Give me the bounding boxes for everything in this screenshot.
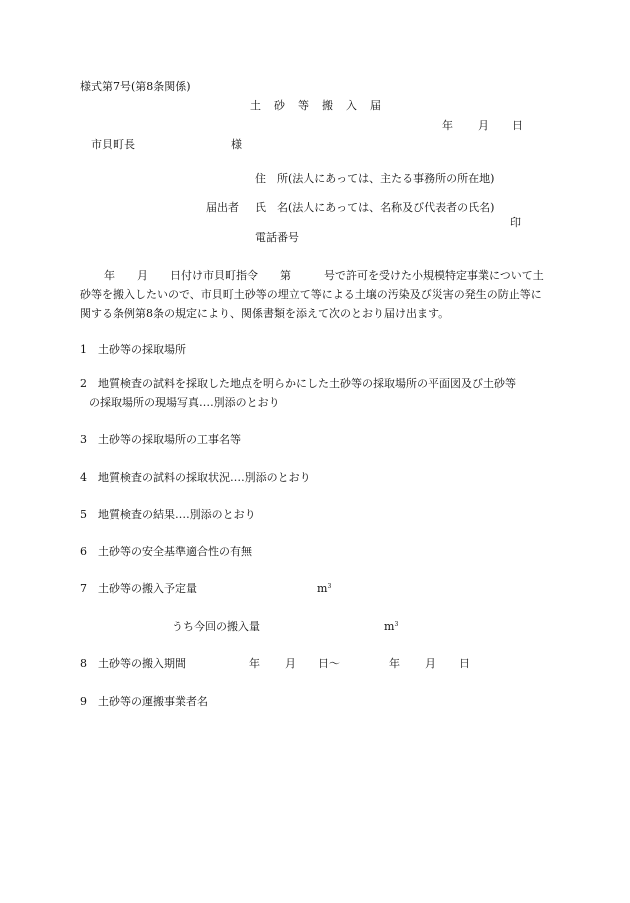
name-line xyxy=(255,201,494,215)
item-number: 7 xyxy=(80,582,87,595)
unit-superscript: 3 xyxy=(394,621,399,628)
period-from-year: 年 xyxy=(249,657,260,670)
item-number: 3 xyxy=(80,433,87,446)
item-number: 2 xyxy=(80,377,87,390)
unit-text: m xyxy=(317,582,328,595)
item-text: 土砂等の搬入期間 xyxy=(98,657,186,670)
list-item xyxy=(80,433,241,447)
item-number: 6 xyxy=(80,545,87,558)
date-day: 日 xyxy=(512,119,523,132)
item7-sub-unit xyxy=(384,620,398,634)
body-paragraph xyxy=(80,266,550,323)
item-text: 地質検査の試料を採取した地点を明らかにした土砂等の採取場所の平面図及び土砂等 xyxy=(98,377,516,390)
title-char: 砂 xyxy=(274,99,285,112)
unit-superscript: 3 xyxy=(327,583,332,590)
list-item xyxy=(80,582,197,596)
list-item xyxy=(80,377,516,391)
list-item xyxy=(80,695,208,709)
date-year: 年 xyxy=(442,119,453,132)
list-item xyxy=(80,657,186,671)
list-item xyxy=(80,508,256,522)
form-number: 様式第7号(第8条関係) xyxy=(80,80,191,93)
item-text: 土砂等の採取場所 xyxy=(98,343,186,356)
period-to-day: 日 xyxy=(459,657,470,670)
item-number: 1 xyxy=(80,343,87,356)
item-number: 4 xyxy=(80,471,87,484)
period-from-day: 日～ xyxy=(318,657,340,670)
body-text: 年 月 日付け市貝町指令 第 号で許可を受けた小規模特定事業について土砂等を搬入したいので、市貝町土砂等の埋立て等による土壌の汚染及び災害の発生の防止等に関する条例第8条の規定により、関係書類を添えて次のとおり届け出ます。 xyxy=(80,269,544,320)
item-text: 地質検査の試料の採取状況‥‥別添のとおり xyxy=(98,471,311,484)
item-text: 地質検査の結果‥‥別添のとおり xyxy=(98,508,256,521)
address-line xyxy=(255,172,494,186)
item-text: 土砂等の運搬事業者名 xyxy=(98,695,208,708)
item-number: 5 xyxy=(80,508,87,521)
unit-text: m xyxy=(384,620,395,633)
list-item xyxy=(80,343,186,357)
period-to-year: 年 xyxy=(389,657,400,670)
title-char: 土 xyxy=(250,99,261,112)
title-char: 届 xyxy=(370,99,381,112)
item7-sub-label: うち今回の搬入量 xyxy=(172,620,260,633)
applicant-role-label: 届出者 xyxy=(206,201,239,214)
item-text: 土砂等の安全基準適合性の有無 xyxy=(98,545,252,558)
title-char: 入 xyxy=(346,99,357,112)
address-label: 住 所 xyxy=(255,172,288,185)
period-from-month: 月 xyxy=(285,657,296,670)
document-title xyxy=(250,99,381,113)
list-item-continuation: の採取場所の現場写真‥‥別添のとおり xyxy=(89,396,280,409)
list-item xyxy=(80,545,252,559)
seal-mark: 印 xyxy=(510,216,521,229)
addressee-honorific: 様 xyxy=(231,138,242,151)
name-note: (法人にあっては、名称及び代表者の氏名) xyxy=(288,201,495,214)
list-item xyxy=(80,471,311,485)
title-char: 搬 xyxy=(322,99,333,112)
name-label: 氏 名 xyxy=(255,201,288,214)
item-number: 9 xyxy=(80,695,87,708)
item-text: 土砂等の搬入予定量 xyxy=(98,582,197,595)
addressee-name: 市貝町長 xyxy=(91,138,135,151)
address-note: (法人にあっては、主たる事務所の所在地) xyxy=(288,172,495,185)
title-char: 等 xyxy=(298,99,309,112)
item-number: 8 xyxy=(80,657,87,670)
item-text: 土砂等の採取場所の工事名等 xyxy=(98,433,241,446)
period-to-month: 月 xyxy=(425,657,436,670)
phone-label: 電話番号 xyxy=(255,231,299,244)
date-month: 月 xyxy=(478,119,489,132)
item7-unit xyxy=(317,582,331,596)
